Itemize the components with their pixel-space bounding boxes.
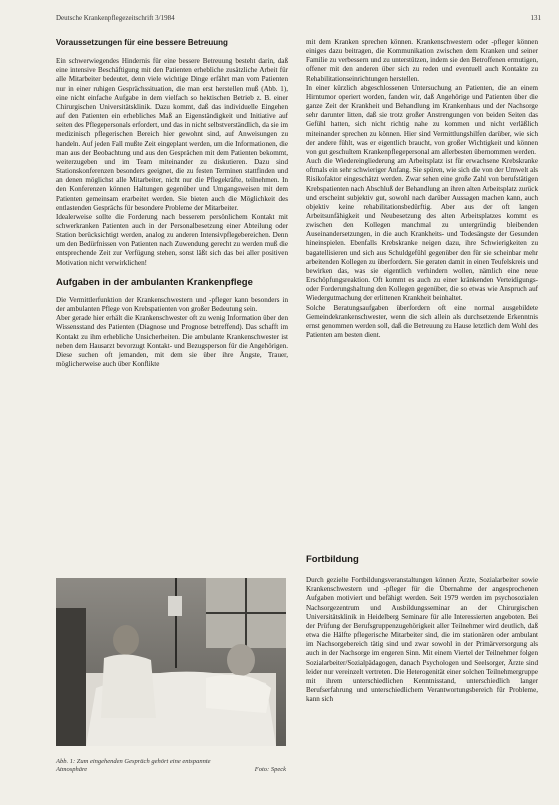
photo-illustration [56, 578, 286, 746]
body-paragraph: Durch gezielte Fortbildungsveranstaltungen können Ärzte, Sozialarbeiter sowie Krankenschwestern und -pfleger für die Übernahme der angesprochenen Aufgaben motiviert und befähigt werden. Seit 1979 werden im psychosozialen Nachsorgezentrum und Ausbildungsseminar an der Chirurgischen Universitätsklinik in Heidelberg Seminare für alle Interessierten angeboten. Bei der Prüfung der Berufsgruppenzugehörigkeit aller Teilnehmer wird deutlich, daß etwa die Hälfte pflegerische Mitarbeiter sind, die im stationären oder ambulant im Nachsorgebereich tätig sind und zwar sowohl in der Primärversorgung als auch in der Nachsorge im engeren Sinn. Mit einem Viertel der Teilnehmer folgen Sozialarbeiter/Sozialpädagogen, danach Psychologen und Seelsorger, Ärzte sind leider nur vereinzelt vertreten. Die Heterogenität einer solchen Teilnehmergruppe mit ihrem unterschiedlichen Kenntnisstand, unterschiedlich langer Berufserfahrung und unterschiedlichem Verantwortungsbereich für Probleme, kann sich [306, 576, 538, 704]
page-number: 131 [530, 14, 541, 22]
body-paragraph: Die Vermittlerfunktion der Krankenschwestern und -pfleger kann besonders in der ambulanten Pflege von Krebspatienten von großer Bedeutung sein. [56, 295, 288, 314]
hospital-photo [56, 578, 286, 746]
section-heading-fortbildung: Fortbildung [306, 554, 359, 565]
journal-title: Deutsche Krankenpflegezeitschrift 3/1984 [56, 14, 175, 22]
body-paragraph: Idealerweise sollte die Forderung nach besserem persönlichem Kontakt mit schwerkranken Patienten auch in der Personalbesetzung einer Abteilung oder Station berücksichtigt werden, analog zu anderen Intensivpflegebereichen. Denn um den Bedürfnissen von Patienten nach Zuwendung gerecht zu werden muß die entsprechende Zeit zur Verfügung stehen, sonst läßt sich das bei aller positiven Motivation nicht verwirklichen! [56, 212, 288, 267]
body-paragraph: mit dem Kranken sprechen können. Krankenschwestern oder -pfleger können einiges dazu beitragen, die Kommunikation zwischen dem Kranken und seiner Familie zu verbessern und zu unterstützen, indem sie den Betroffenen ermutigen, offener mit den anderen über sich zu reden und eventuell auch Kontakte zu Rehabilitationseinrichtungen herstellen. [306, 38, 538, 83]
photo-credit: Foto: Speck [254, 766, 286, 773]
body-paragraph: Solche Beratungsaufgaben überfordern oft eine normal ausgebildete Gemeindekrankenschwester, wenn die sich allein als durchsetzende Erkenntnis ernst genommen werden soll, daß die Betreuung zu Hause letztlich dem Wohl des Patienten am besten dient. [306, 303, 538, 339]
figure-caption [56, 758, 286, 774]
caption-text: Abb. 1: Zum eingehenden Gespräch gehört eine entspannte Atmosphäre [56, 758, 211, 773]
section-heading-voraussetzungen: Voraussetzungen für eine bessere Betreuung [56, 38, 228, 47]
right-column [306, 38, 538, 340]
left-column [56, 38, 288, 369]
running-head [56, 14, 541, 22]
body-paragraph: In einer kürzlich abgeschlossenen Untersuchung an Patienten, die an einem Hirntumor operiert worden, fanden wir, daß Angehörige und Patienten über die ganze Zeit der Krankheit und Behandlung im Krankenhaus und der Nachsorge sehr darunter litten, daß sie trotz großer Anstrengungen von beiden Seiten das Gefühl hatten, sich nicht richtig nahe zu kommen und nicht verläßlich miteinander sprechen zu können. Hier sind Vermittlungshilfen darüber, wie sich der andere fühlt, was er eigentlich braucht, von großer Wichtigkeit und können von gut geschultem Krankenpflegepersonal am allerbesten übernommen werden. [306, 83, 538, 156]
fortbildung-section [306, 555, 538, 711]
section-heading-ambulante-pflege: Aufgaben in der ambulanten Krankenpflege [56, 276, 253, 288]
body-paragraph: Aber gerade hier erhält die Krankenschwester oft zu wenig Information über den Wissensstand des Patienten (Diagnose und Prognose betreffend). Das schafft im Kontakt zu ihm erhebliche Unsicherheiten. Die ambulante Krankenschwester ist neben dem Hausarzt bevorzugt Kontakt- und Bezugsperson für die Angehörigen. Diese suchen oft jemanden, mit dem sie über ihre Ängste, Trauer, möglicherweise auch über Konflikte [56, 314, 288, 368]
body-paragraph: Ein schwerwiegendes Hindernis für eine bessere Betreuung besteht darin, daß eine intensive Beschäftigung mit den Patienten erhebliche zusätzliche Arbeit für alle Mitarbeiter bedeutet, denn viele wichtige Dinge erfährt man vom Patienten nur in einer ruhigen Gesprächssituation, die man erst herstellen muß (Abb. 1), eine nicht einfache Aufgabe in dem vielfach so hektischen Betrieb z. B. einer Chirurgischen Universitätsklinik. Dazu kommt, daß das individuelle Eingehen auf den Patienten ein erhebliches Maß an Eigenständigkeit und Initiative auf seiten des Pflegepersonals erfordert, und das in nicht selbstverständlich, da sie im medizinisch pflegerischen Bereich hier gewohnt sind, auf Anweisungen zu handeln. Auf jeden Fall mußte Zeit eingeplant werden, um die Informationen, die man aus der Beobachtung und aus den Gesprächen mit dem Patienten bekommt, weiterzugeben und im Team miteinander zu diskutieren. Dazu sind Stationskonferenzen besonders geeignet, die zu festen Terminen stattfinden und an denen möglichst alle Mitarbeiter, nicht nur die Pflegekräfte, teilnehmen. In den Konferenzen können Haltungen gegenüber und Umgangsweisen mit dem Patienten gemeinsam erarbeitet werden. Sie bieten auch die Möglichkeit des entlastenden Gesprächs für besondere Probleme der Mitarbeiter. [56, 57, 288, 212]
body-paragraph: Auch die Wiedereingliederung am Arbeitsplatz ist für erwachsene Krebskranke oftmals ein sehr schwieriger Anfang. Sie spüren, wie sich die von der Umwelt als Risikofaktor eingeschätzt werden. Zwar sehen eine große Zahl von berufstätigen Krebspatienten nach Abschluß der Behandlung an ihren alten Arbeitsplatz zurück und erscheint subjektiv gut, sowohl nach darüber Aussagen machen kann, auch objektiv keine rehabilitationsbedürftig. Aber aus der oft langen Arbeitsunfähigkeit und Neubesetzung des alten Arbeitsplatzes kommt es zwischen den Kollegen manchmal zu untergründig bleibenden Auseinandersetzungen, in die auch Krankheits- und Todesängste der Gesunden hineinspielen. Ebenfalls Krebskranke neigen dazu, ihre Schwierigkeiten zu bagatellisieren und sich aus Schuldgefühl gegenüber den für sie scheinbar mehr arbeitenden Kollegen zu überfordern. Sie geraten damit in einen Teufelskreis und bewirken das, was sie eigentlich verhindern wollen, nämlich eine neue Erschöpfungsreaktion. Oft kommt es auch zu einer kränkenden Verteidigungs- oder Forderungshaltung den Kollegen gegenüber, die so etwas wie Anspruch auf Wiedergutmachung der erlittenen Krankheit beinhaltet. [306, 157, 538, 303]
